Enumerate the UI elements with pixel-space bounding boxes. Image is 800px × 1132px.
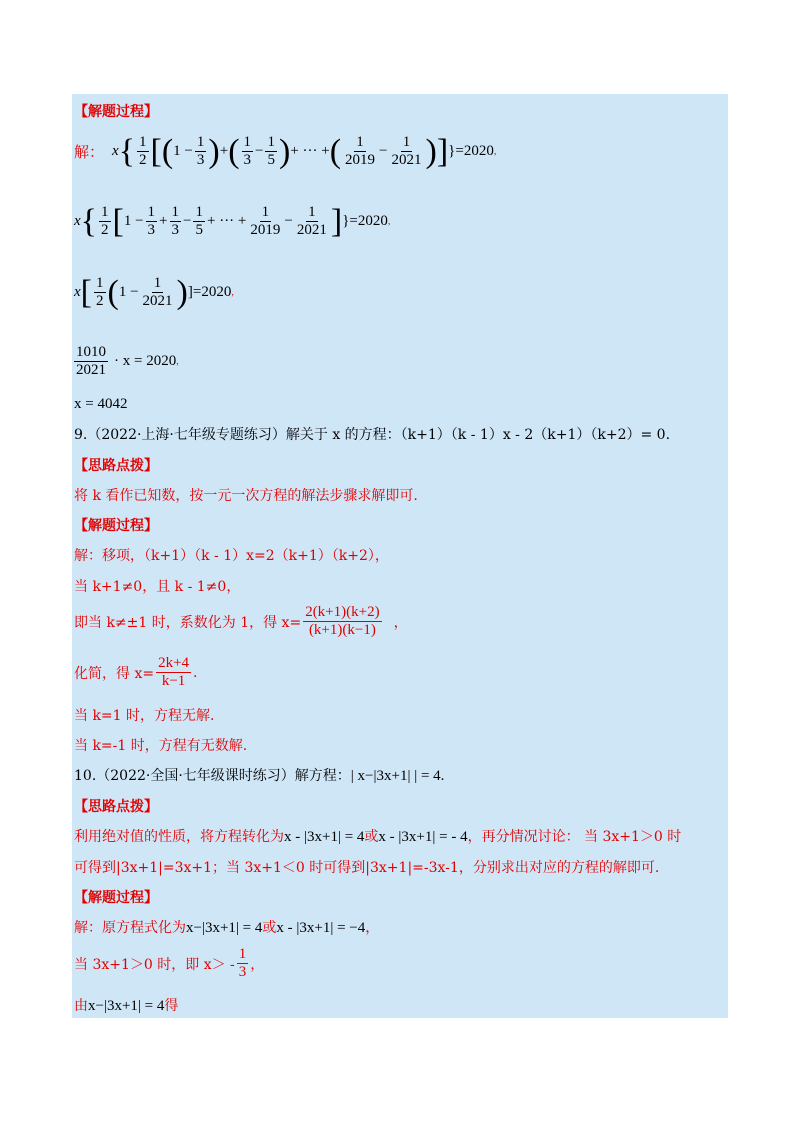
hint-10-eq-a: x - |3x+1| = 4: [284, 829, 365, 845]
sol8-eq3: x [ $\frac{1}{2}$ ( 1 − $\frac{1}{2021}$ ) ]=2020 ,: [74, 273, 234, 311]
sol8-eq4: $\frac{1010}{2021}$ · x = 2020 ,: [76, 344, 179, 378]
sol10-line1-or: 或: [262, 920, 277, 936]
sol8-prefix: 解：: [74, 145, 105, 161]
sol9-line3: [74, 604, 408, 639]
hint-10-text-a: 利用绝对值的性质，将方程转化为: [74, 829, 284, 845]
solution-header-9: 【解题过程】: [74, 518, 158, 534]
sol9-line5: 当 k=1 时，方程无解.: [74, 708, 215, 724]
sol8-eq5: x = 4042: [74, 396, 128, 412]
sol8-eq4-num: 1010: [76, 344, 106, 360]
solution-header: 【解题过程】: [74, 104, 158, 120]
sol8-eq1-rhs: }=2020: [448, 143, 494, 159]
sol9-line3-suffix: ，: [393, 614, 408, 631]
sol9-line4-den: k−1: [161, 673, 186, 689]
sol9-line2: 当 k+1≠0，且 k - 1≠0，: [74, 579, 241, 595]
sol9-line4: [74, 655, 198, 690]
sol9-line4-num: 2k+4: [158, 655, 190, 671]
sol10-line3-a: 由: [74, 998, 88, 1014]
sol8-eq4-rest: · x = 2020: [114, 353, 177, 369]
sol10-line1-a: 解：原方程式化为: [74, 920, 186, 936]
sol10-line2-prefix: 当 3x+1＞0 时，即 x＞ -: [74, 956, 235, 973]
sol9-line4-prefix: 化简，得 x=: [74, 665, 155, 682]
sol10-line1-eq-a: x−|3x+1| = 4: [186, 920, 263, 936]
sol10-line1-eq-b: x - |3x+1| = −4: [276, 920, 366, 936]
question-10-equation: | x−|3x+1| | = 4.: [350, 768, 445, 784]
sol10-line2: [74, 946, 264, 981]
sol8-eq1: 解： x { $\frac{1}{2}$ [ ( 1 − $\frac{1}{3}$ ) + ( $\frac{1}{3}$ − $\frac{1}{5}$ ) + ··· + ( $\frac{1}{2019}$ − $\frac{1}{2021}$ ) ] }=2020 ,: [74, 132, 497, 170]
sol9-line6: 当 k=-1 时，方程有无数解.: [74, 738, 248, 754]
sol8-eq3-rhs: ]=2020: [187, 284, 232, 300]
sol10-line3-eq: x−|3x+1| = 4: [88, 998, 165, 1014]
sol10-line2-den: 3: [238, 964, 247, 980]
hint-10-line2: 可得到|3x+1|=3x+1；当 3x+1＜0 时可得到|3x+1|=-3x-1，分别求出对应的方程的解即可.: [74, 860, 660, 876]
sol10-line2-num: 1: [238, 946, 247, 962]
sol10-line1: [74, 919, 379, 937]
hint-header-9: 【思路点拨】: [74, 458, 158, 474]
solution-header-10: 【解题过程】: [74, 890, 158, 906]
sol10-line3-c: 得: [164, 998, 179, 1014]
hint-header-10: 【思路点拨】: [74, 799, 158, 815]
question-9: 9.（2022·上海·七年级专题练习）解关于 x 的方程：（k+1）（k - 1）x - 2（k+1）（k+2）= 0.: [74, 427, 671, 443]
sol9-line3-den: (k+1)(k−1): [308, 622, 376, 638]
question-10: [74, 767, 444, 785]
sol10-line3: [74, 997, 178, 1015]
sol10-line2-suffix: ，: [250, 956, 265, 973]
hint-10-line1: [74, 828, 681, 846]
sol9-line1: 解：移项，（k+1）（k - 1）x=2（k+1）（k+2），: [74, 548, 389, 564]
sol9-line3-prefix: 即当 k≠±1 时，系数化为 1，得 x=: [74, 614, 302, 631]
sol8-eq2-rhs: }=2020: [342, 213, 388, 229]
sol8-eq2: x { $\frac{1}{2}$ [ 1 − $\frac{1}{3}$ + $\frac{1}{3}$ − $\frac{1}{5}$ + ··· + $\frac{1}{2019}$ − $\frac{1}{2021}$ ] }=2020 ,: [74, 202, 391, 240]
hint-9: 将 k 看作已知数，按一元一次方程的解法步骤求解即可.: [74, 488, 418, 504]
question-10-prefix: 10.（2022·全国·七年级课时练习）解方程：: [74, 768, 351, 784]
sol9-line3-num: 2(k+1)(k+2): [305, 604, 380, 620]
hint-10-text-b: ，再分情况讨论： 当 3x+1＞0 时: [467, 829, 682, 845]
hint-10-text-or: 或: [364, 829, 379, 845]
sol8-eq4-den: 2021: [76, 362, 106, 378]
sol10-line1-e: ，: [365, 920, 380, 936]
sol9-line4-suffix: .: [193, 664, 198, 681]
hint-10-eq-b: x - |3x+1| = - 4: [378, 829, 468, 845]
